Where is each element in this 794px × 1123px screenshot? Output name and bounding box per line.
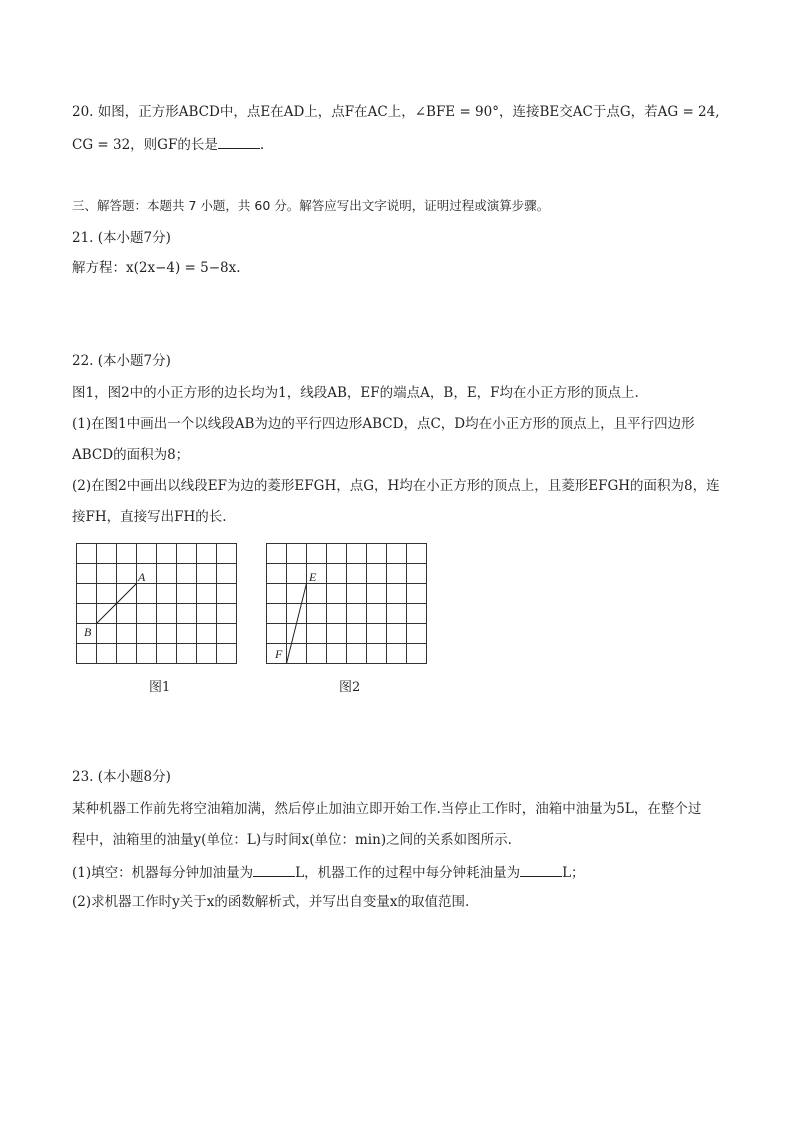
q20-answer-blank	[218, 134, 260, 149]
q22-line4: (2)在图2中画出以线段EF为边的菱形EFGH，点G，H均在小正方形的顶点上，且菱形EFGH的面积为8，连	[72, 478, 720, 494]
q21-body: 解方程：x(2x−4) = 5−8x.	[72, 260, 241, 276]
q22-line5: 接FH，直接写出FH的长.	[72, 509, 227, 525]
q20-line2	[72, 134, 264, 154]
figure1-caption: 图1	[149, 680, 171, 695]
figure1-grid	[76, 543, 240, 667]
q21-title: 21. (本小题7分)	[72, 230, 171, 246]
q20-line1: 20. 如图，正方形ABCD中，点E在AD上，点F在AC上，∠BFE = 90°，连接BE交AC于点G，若AG = 24,	[72, 104, 720, 120]
q20-line2-text: CG = 32，则GF的长是	[72, 137, 218, 153]
q20-line2-end: .	[259, 137, 265, 153]
figure2-caption: 图2	[339, 680, 361, 695]
q23-title: 23. (本小题8分)	[72, 769, 171, 785]
q23-line4: (2)求机器工作时y关于x的函数解析式，并写出自变量x的取值范围.	[72, 894, 470, 910]
point-f-label: F	[275, 647, 283, 661]
q23-line3-part2: L，机器工作的过程中每分钟耗油量为	[295, 865, 521, 881]
q22-line1: 图1，图2中的小正方形的边长均为1，线段AB，EF的端点A，B，E，F均在小正方形的顶点上.	[72, 385, 639, 401]
q23-line2: 程中，油箱里的油量y(单位：L)与时间x(单位：min)之间的关系如图所示.	[72, 832, 512, 848]
q23-blank-2	[520, 862, 562, 877]
q22-line3: ABCD的面积为8；	[72, 447, 190, 463]
section-3-heading: 三、解答题：本题共 7 小题，共 60 分。解答应写出文字说明，证明过程或演算步骤。	[72, 198, 550, 213]
point-e-label: E	[309, 570, 317, 584]
q22-title: 22. (本小题7分)	[72, 353, 171, 369]
q23-line3	[72, 862, 585, 882]
point-b-label: B	[84, 625, 92, 639]
point-a-label: A	[138, 570, 146, 584]
q23-line3-part1: (1)填空：机器每分钟加油量为	[72, 865, 254, 881]
q22-line2: (1)在图1中画出一个以线段AB为边的平行四边形ABCD，点C，D均在小正方形的顶点上，且平行四边形	[72, 416, 695, 432]
q23-line1: 某种机器工作前先将空油箱加满，然后停止加油立即开始工作.当停止工作时，油箱中油量为5L，在整个过	[72, 801, 702, 817]
figure2-grid	[266, 543, 430, 667]
q23-blank-1	[253, 862, 295, 877]
q23-line3-part3: L；	[562, 865, 585, 881]
